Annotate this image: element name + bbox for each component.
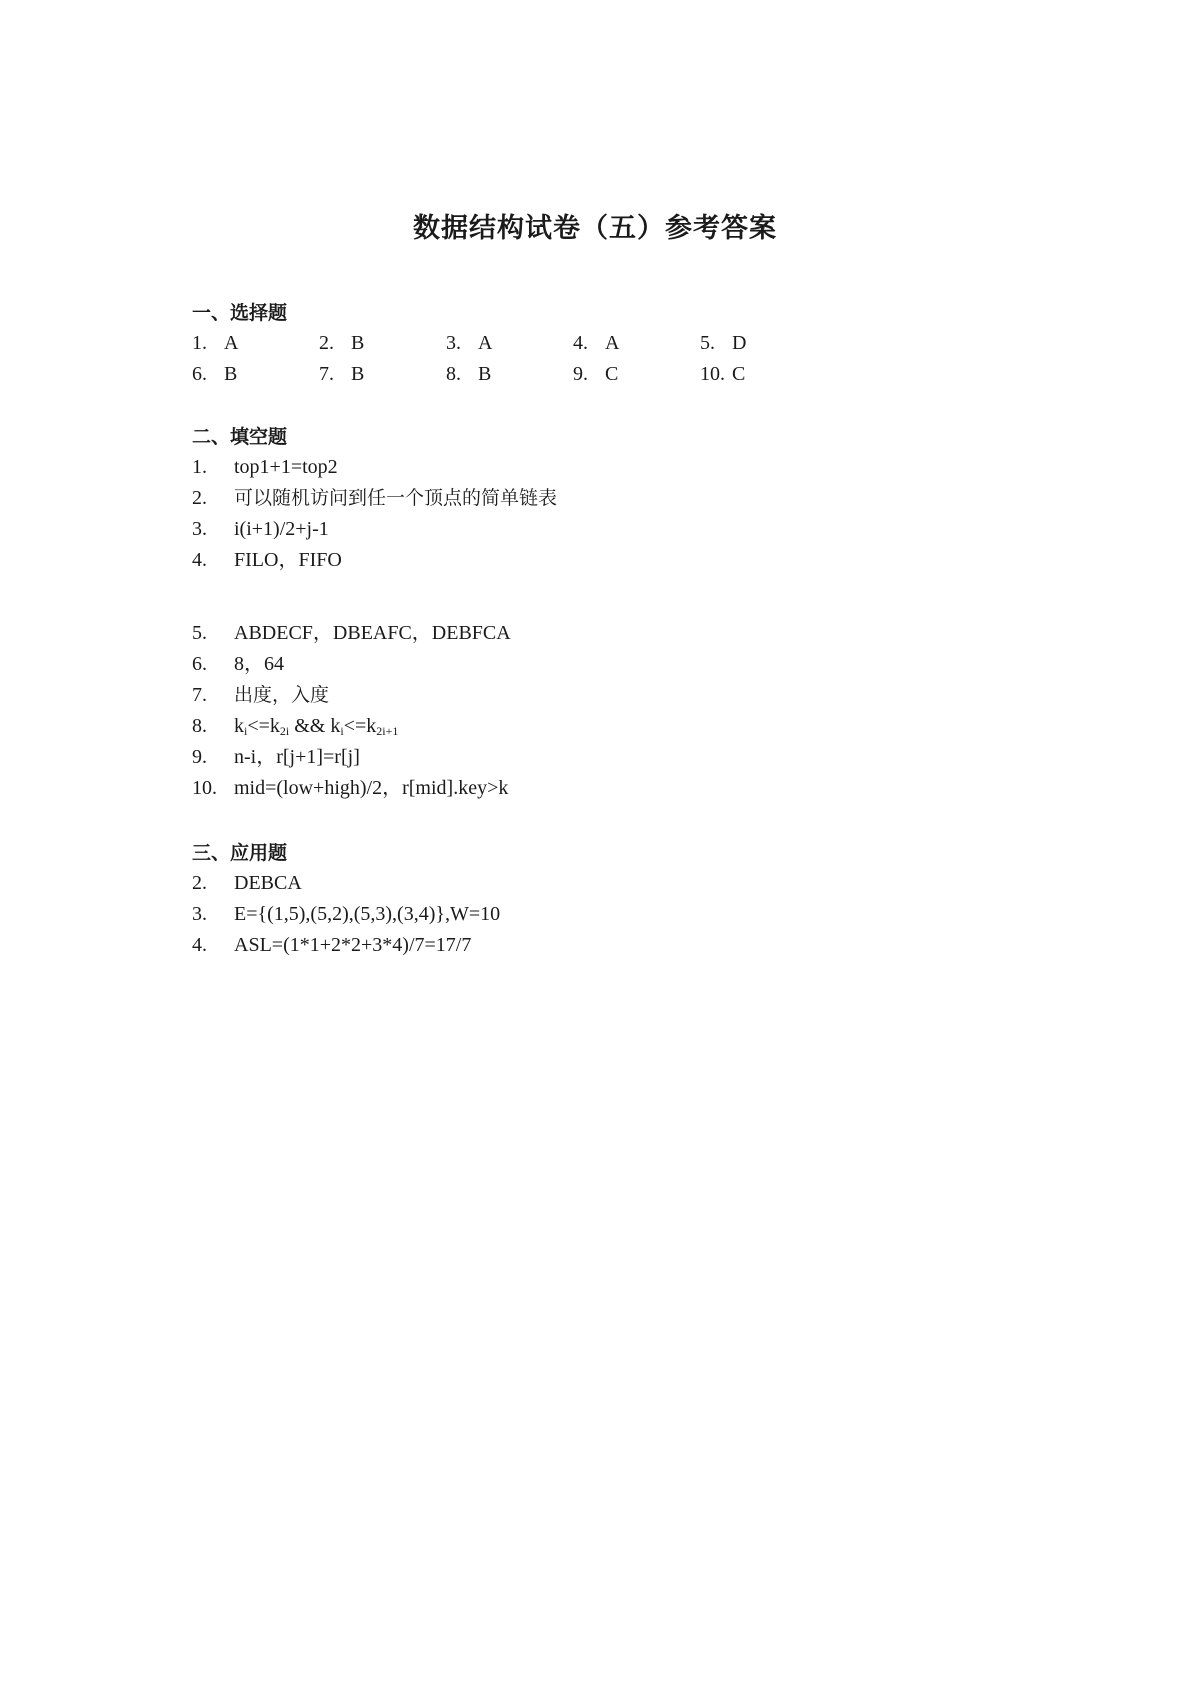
section-heading-choice: 一、选择题 (192, 302, 288, 324)
choice-answer: 7. B (319, 363, 365, 385)
choice-answer: 10. C (700, 363, 746, 385)
choice-answer: 2. B (319, 332, 365, 354)
fill-answer: 10. mid=(low+high)/2，r[mid].key>k (192, 777, 509, 799)
spacer (192, 576, 992, 618)
choice-answer: 6. B (192, 363, 238, 385)
fill-answer: 9. n-i，r[j+1]=r[j] (192, 746, 360, 768)
fill-answer: 4. FILO，FIFO (192, 549, 342, 571)
choice-answer: 3. A (446, 332, 493, 354)
choice-answer-grid (192, 328, 992, 390)
choice-answer: 4. A (573, 332, 620, 354)
fill-answer: 1. top1+1=top2 (192, 456, 338, 478)
section-heading-fill-blank: 二、填空题 (192, 426, 288, 448)
fill-answer: 3. i(i+1)/2+j-1 (192, 518, 329, 540)
fill-answer: 7. 出度，入度 (192, 684, 330, 706)
section-application (192, 838, 992, 961)
choice-answer: 9. C (573, 363, 619, 385)
application-answer: 4. ASL=(1*1+2*2+3*4)/7=17/7 (192, 934, 472, 956)
choice-answer: 8. B (446, 363, 492, 385)
section-fill-blank (192, 422, 992, 804)
fill-answer-heap-condition: 8. $k_i<=k_{2i}$ && $k_i<=k_{2i+1}$ (192, 715, 399, 738)
section-choice (192, 298, 992, 390)
application-answer: 3. E={(1,5),(5,2),(5,3),(3,4)},W=10 (192, 903, 501, 925)
choice-answer: 5. D (700, 332, 747, 354)
fill-answer: 5. ABDECF，DBEAFC，DEBFCA (192, 622, 511, 644)
page-title: 数据结构试卷（五）参考答案 (413, 213, 777, 244)
section-heading-application: 三、应用题 (192, 842, 288, 864)
fill-answer: 2. 可以随机访问到任一个顶点的简单链表 (192, 487, 558, 509)
choice-answer: 1. A (192, 332, 239, 354)
fill-answer: 6. 8，64 (192, 653, 284, 675)
application-answer: 2. DEBCA (192, 872, 302, 894)
